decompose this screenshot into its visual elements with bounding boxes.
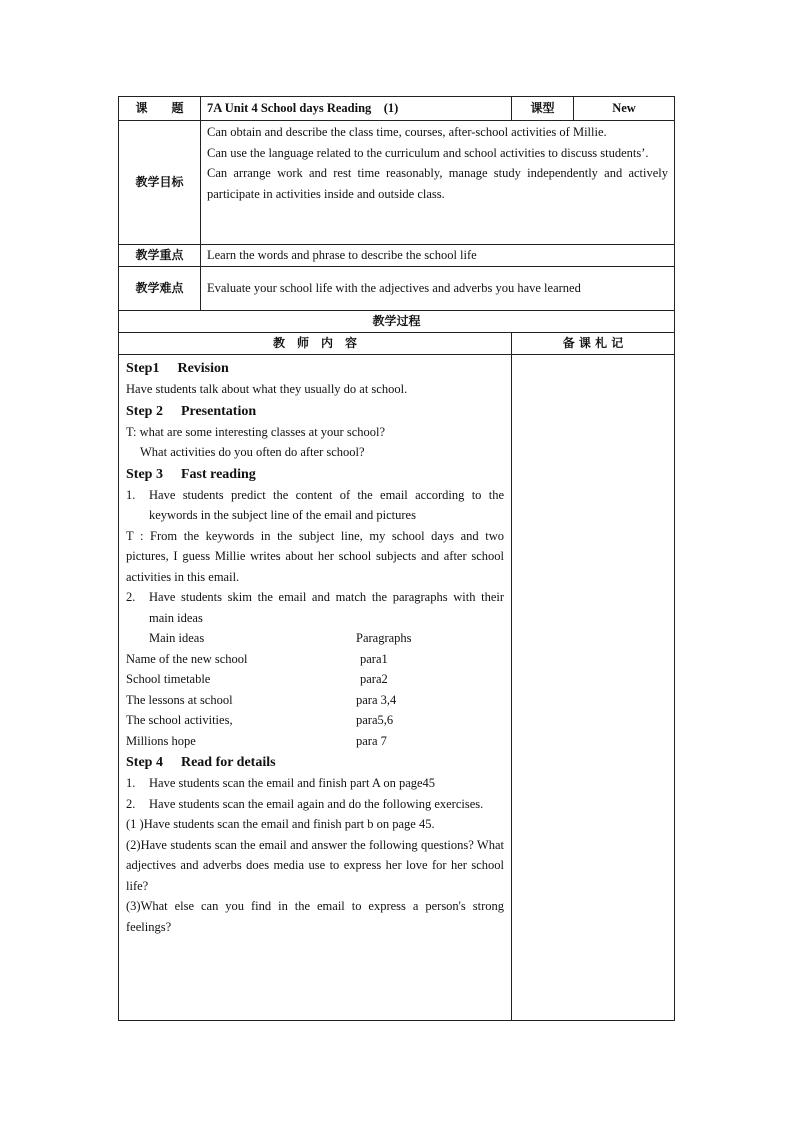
match-row <box>126 690 504 711</box>
type-label: 课型 <box>512 97 574 121</box>
notes-cell[interactable] <box>512 355 675 1021</box>
step4-item1-number: 1. <box>126 776 136 790</box>
process-body-row <box>119 355 675 1021</box>
step3-item2-text: Have students skim the email and match the paragraphs with their main ideas <box>149 590 505 625</box>
step4-number: Step 4 <box>126 755 163 770</box>
lesson-plan-table <box>118 96 675 1021</box>
lesson-plan-page <box>118 96 674 1021</box>
process-header-row <box>119 333 675 355</box>
step4-item2-text: Have students scan the email again and do the following exercises. <box>149 796 484 811</box>
step4-item1 <box>126 773 504 794</box>
step1-title: Revision <box>177 361 229 376</box>
objectives-label: 教学目标 <box>119 121 201 245</box>
topic-row <box>119 97 675 121</box>
match-row <box>126 669 504 690</box>
process-title: 教学过程 <box>119 311 675 333</box>
step1-text: Have students talk about what they usually do at school. <box>126 382 408 396</box>
step4-title: Read for details <box>180 755 276 770</box>
step4-item2-number: 2. <box>126 796 136 811</box>
notes-header: 备 课 札 记 <box>512 333 675 355</box>
match-para: para2 <box>360 672 388 686</box>
key-points-text: Learn the words and phrase to describe the school life <box>201 245 675 267</box>
match-para: para5,6 <box>356 713 394 727</box>
step3-item2 <box>126 587 504 628</box>
match-row <box>126 710 504 731</box>
step3-item1 <box>126 485 504 526</box>
difficulties-text: Evaluate your school life with the adjectives and adverbs you have learned <box>201 267 675 311</box>
topic-label: 课 题 <box>119 97 201 121</box>
step4-item1-text: Have students scan the email and finish part A on page45 <box>149 776 436 790</box>
topic-value: 7A Unit 4 School days Reading (1) <box>201 97 512 121</box>
objectives-row <box>119 121 675 245</box>
match-idea: Name of the new school <box>126 651 248 666</box>
step4-sub2: (2)Have students scan the email and answer the following questions? What adjectives and adverbs does media use to express her love for her school life? <box>126 837 505 893</box>
step3-item1-number: 1. <box>126 487 136 502</box>
type-value: New <box>574 97 675 121</box>
step3-teacher-text: T : From the keywords in the subject line, my school days and two pictures, I guess Millie writes about her school subjects and after school activities in this email. <box>126 528 505 584</box>
objective-3: Can arrange work and rest time reasonably, manage study independently and actively participate in activities inside and outside class. <box>207 166 669 201</box>
objective-1: Can obtain and describe the class time, courses, after-school activities of Millie. <box>207 125 607 139</box>
step3-item1-text: Have students predict the content of the email according to the keywords in the subject line of the email and pictures <box>149 487 505 522</box>
match-para: para 7 <box>356 733 387 748</box>
step4-sub3: (3)What else can you find in the email to express a person's strong feelings? <box>126 899 505 934</box>
step4-sub1: (1 )Have students scan the email and finish part b on page 45. <box>126 817 435 831</box>
key-points-label: 教学重点 <box>119 245 201 267</box>
objective-2: Can use the language related to the curriculum and school activities to discuss students’. <box>207 145 649 160</box>
step2-line2: What activities do you often do after school? <box>140 445 365 459</box>
match-idea: School timetable <box>126 672 211 686</box>
step2-number: Step 2 <box>126 403 163 419</box>
step2-title: Presentation <box>180 403 257 419</box>
match-header <box>126 628 504 649</box>
match-header-paragraphs: Paragraphs <box>356 631 412 645</box>
step1-heading <box>126 358 504 379</box>
match-idea: The lessons at school <box>126 692 233 707</box>
key-points-row <box>119 245 675 267</box>
difficulties-row <box>119 267 675 311</box>
step4-heading <box>126 752 504 773</box>
step2-line1: T: what are some interesting classes at your school? <box>126 424 386 439</box>
match-para: para 3,4 <box>356 692 397 707</box>
match-row <box>126 649 504 670</box>
step2-heading <box>126 401 504 422</box>
teacher-content <box>119 355 512 1021</box>
match-header-ideas: Main ideas <box>149 631 205 645</box>
objectives-content <box>201 121 675 245</box>
step4-item2 <box>126 794 504 815</box>
step3-number: Step 3 <box>126 466 163 482</box>
step3-title: Fast reading <box>180 466 256 482</box>
match-idea: The school activities, <box>126 713 233 727</box>
match-idea: Millions hope <box>126 733 196 748</box>
step1-number: Step1 <box>126 361 160 376</box>
step3-item2-number: 2. <box>126 590 136 604</box>
match-row <box>126 731 504 752</box>
difficulties-label: 教学难点 <box>119 267 201 311</box>
match-para: para1 <box>360 651 388 666</box>
process-title-row <box>119 311 675 333</box>
teacher-content-header: 教 师 内 容 <box>119 333 512 355</box>
step3-heading <box>126 464 504 485</box>
